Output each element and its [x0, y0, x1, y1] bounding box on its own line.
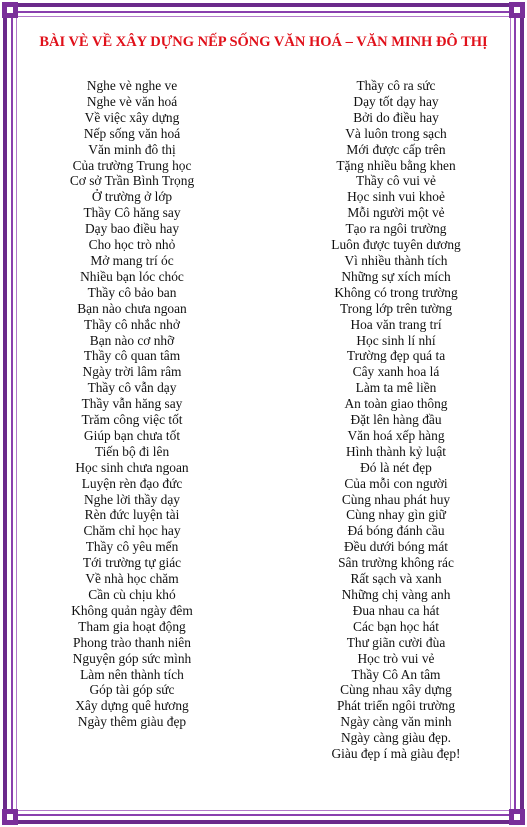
poem-line: Đua nhau ca hát — [352, 602, 440, 618]
poem-line: Bạn nào cơ nhỡ — [89, 332, 175, 348]
corner-ornament-top-left — [2, 2, 18, 18]
poem-line: Trong lớp trên tường — [339, 300, 453, 316]
poem-line: Luôn được tuyên dương — [331, 237, 461, 253]
poem-line: Chăm chỉ học hay — [83, 523, 181, 539]
poem-line: Đá bóng đánh cầu — [347, 523, 445, 539]
poem-line: Phát triển ngôi trường — [336, 698, 456, 714]
poem-line: Ngày thêm giàu đẹp — [77, 714, 187, 730]
poem-line: Những chị vàng anh — [341, 587, 451, 602]
poem-line: Nghe lời thầy dạy — [84, 491, 180, 507]
poem-line: Thầy cô yêu mến — [85, 539, 179, 555]
poem-line: Thầy cô quan tâm — [83, 348, 181, 364]
poem-line: Mỗi người một vẻ — [347, 205, 445, 221]
poem-line: Ngày trời lâm râm — [82, 364, 182, 380]
poem-line: Thư giãn cười đùa — [346, 634, 446, 650]
poem-line: Đều dưới bóng mát — [344, 539, 448, 555]
poem-line: Những sự xích mích — [341, 268, 451, 284]
poem-line: Đặt lên hàng đầu — [350, 412, 442, 428]
corner-ornament-bottom-left — [2, 809, 18, 825]
poem-line: Mới được cấp trên — [346, 141, 446, 157]
poem-line: Làm ta mê liền — [355, 380, 437, 396]
poem-line: Rèn đức luyện tài — [84, 507, 180, 523]
poem-line: Hình thành kỷ luật — [345, 443, 447, 459]
poem-line: Học sinh chưa ngoan — [75, 459, 189, 475]
poem-line: Về nhà học chăm — [85, 571, 179, 587]
poem-line: Không có trong trường — [334, 284, 458, 300]
poem-line: Nhiều bạn lóc chóc — [80, 268, 184, 284]
poem-line: Dạy tốt dạy hay — [353, 93, 439, 109]
poem-line: Và luôn trong sạch — [345, 125, 447, 141]
poem-line: Tham gia hoạt động — [78, 618, 186, 634]
poem-column-right — [296, 78, 496, 762]
poem-line: Tặng nhiều bằng khen — [336, 157, 456, 173]
poem-line: An toàn giao thông — [344, 396, 448, 412]
poem-line: Học sinh lí nhí — [356, 332, 436, 348]
poem-line: Rất sạch và xanh — [350, 571, 442, 587]
poem-line: Sân trường không rác — [338, 555, 454, 571]
poem-line: Nghe vè văn hoá — [86, 93, 178, 109]
poem-line: Các bạn học hát — [353, 618, 439, 634]
poem-line: Cây xanh hoa lá — [352, 364, 440, 380]
poem-line: Bởi do điều hay — [353, 109, 439, 125]
corner-ornament-top-right — [509, 2, 525, 18]
poem-line: Vì nhiều thành tích — [344, 252, 448, 268]
poem-line: Nghe vè nghe ve — [86, 78, 178, 93]
poem-line: Trường đẹp quá ta — [346, 348, 446, 364]
poem-line: Mở mang trí óc — [90, 252, 174, 268]
poem-line: Thầy Cô An tâm — [351, 666, 441, 682]
poem-line: Thầy cô ra sức — [356, 78, 436, 93]
poem-line: Cần cù chịu khó — [88, 587, 176, 602]
poem-line: Nguyện góp sức mình — [72, 650, 192, 666]
poem-line: Giúp bạn chưa tốt — [83, 427, 181, 443]
poem-line: Tới trường tự giác — [82, 555, 182, 571]
poem-line: Tiến bộ đi lên — [94, 443, 170, 459]
poem-line: Văn minh đô thị — [88, 141, 176, 157]
poem-line: Văn hoá xếp hàng — [347, 427, 445, 443]
poem-line: Cùng nhau xây dựng — [340, 682, 452, 698]
poem-title: BÀI VÈ VỀ XÂY DỰNG NẾP SỐNG VĂN HOÁ – VĂN MINH ĐÔ THỊ — [39, 34, 488, 50]
poem-line: Xây dựng quê hương — [75, 698, 189, 714]
poem-line: Học sinh vui khoẻ — [347, 189, 445, 205]
poem-line: Cùng nhau phát huy — [341, 491, 451, 507]
poem-line: Luyện rèn đạo đức — [81, 475, 183, 491]
poem-line: Của mỗi con người — [344, 475, 448, 491]
poem-line: Cùng nhay gìn giữ — [346, 507, 446, 523]
poem-line: Thầy cô vui vẻ — [356, 173, 436, 189]
poem-line: Học trò vui vẻ — [357, 650, 435, 666]
poem-line: Bạn nào chưa ngoan — [77, 300, 187, 316]
poem-line: Đó là nét đẹp — [360, 459, 432, 475]
corner-ornament-bottom-right — [509, 809, 525, 825]
poem-line: Làm nên thành tích — [80, 666, 184, 682]
poem-column-left — [32, 78, 232, 730]
poem-line: Về việc xây dựng — [84, 109, 180, 125]
poem-line: Ở trường ở lớp — [91, 189, 173, 205]
poem-line: Thầy cô nhắc nhở — [84, 316, 180, 332]
poem-line: Ngày càng giàu đẹp. — [340, 730, 452, 746]
poem-line: Không quản ngày đêm — [71, 602, 193, 618]
poem-line: Giàu đẹp í mà giàu đẹp! — [331, 746, 461, 762]
poem-line: Cơ sở Trần Bình Trọng — [69, 173, 195, 189]
poem-line: Nếp sống văn hoá — [83, 125, 181, 141]
poem-line: Tạo ra ngôi trường — [345, 221, 447, 237]
poem-line: Thầy cô bảo ban — [87, 284, 177, 300]
poem-line: Trăm công việc tốt — [81, 412, 183, 428]
poem-line: Phong trào thanh niên — [73, 634, 191, 650]
poem-line: Hoa văn trang trí — [350, 316, 442, 332]
poem-line: Thầy Cô hăng say — [83, 205, 181, 221]
poem-line: Thầy vẫn hăng say — [81, 396, 183, 412]
poem-line: Dạy bao điều hay — [84, 221, 180, 237]
poem-line: Góp tài góp sức — [89, 682, 175, 698]
poem-line: Ngày càng văn minh — [340, 714, 452, 730]
poem-line: Của trường Trung học — [72, 157, 192, 173]
poem-line: Thầy cô vẫn dạy — [87, 380, 177, 396]
poem-line: Cho học trò nhỏ — [88, 237, 176, 253]
